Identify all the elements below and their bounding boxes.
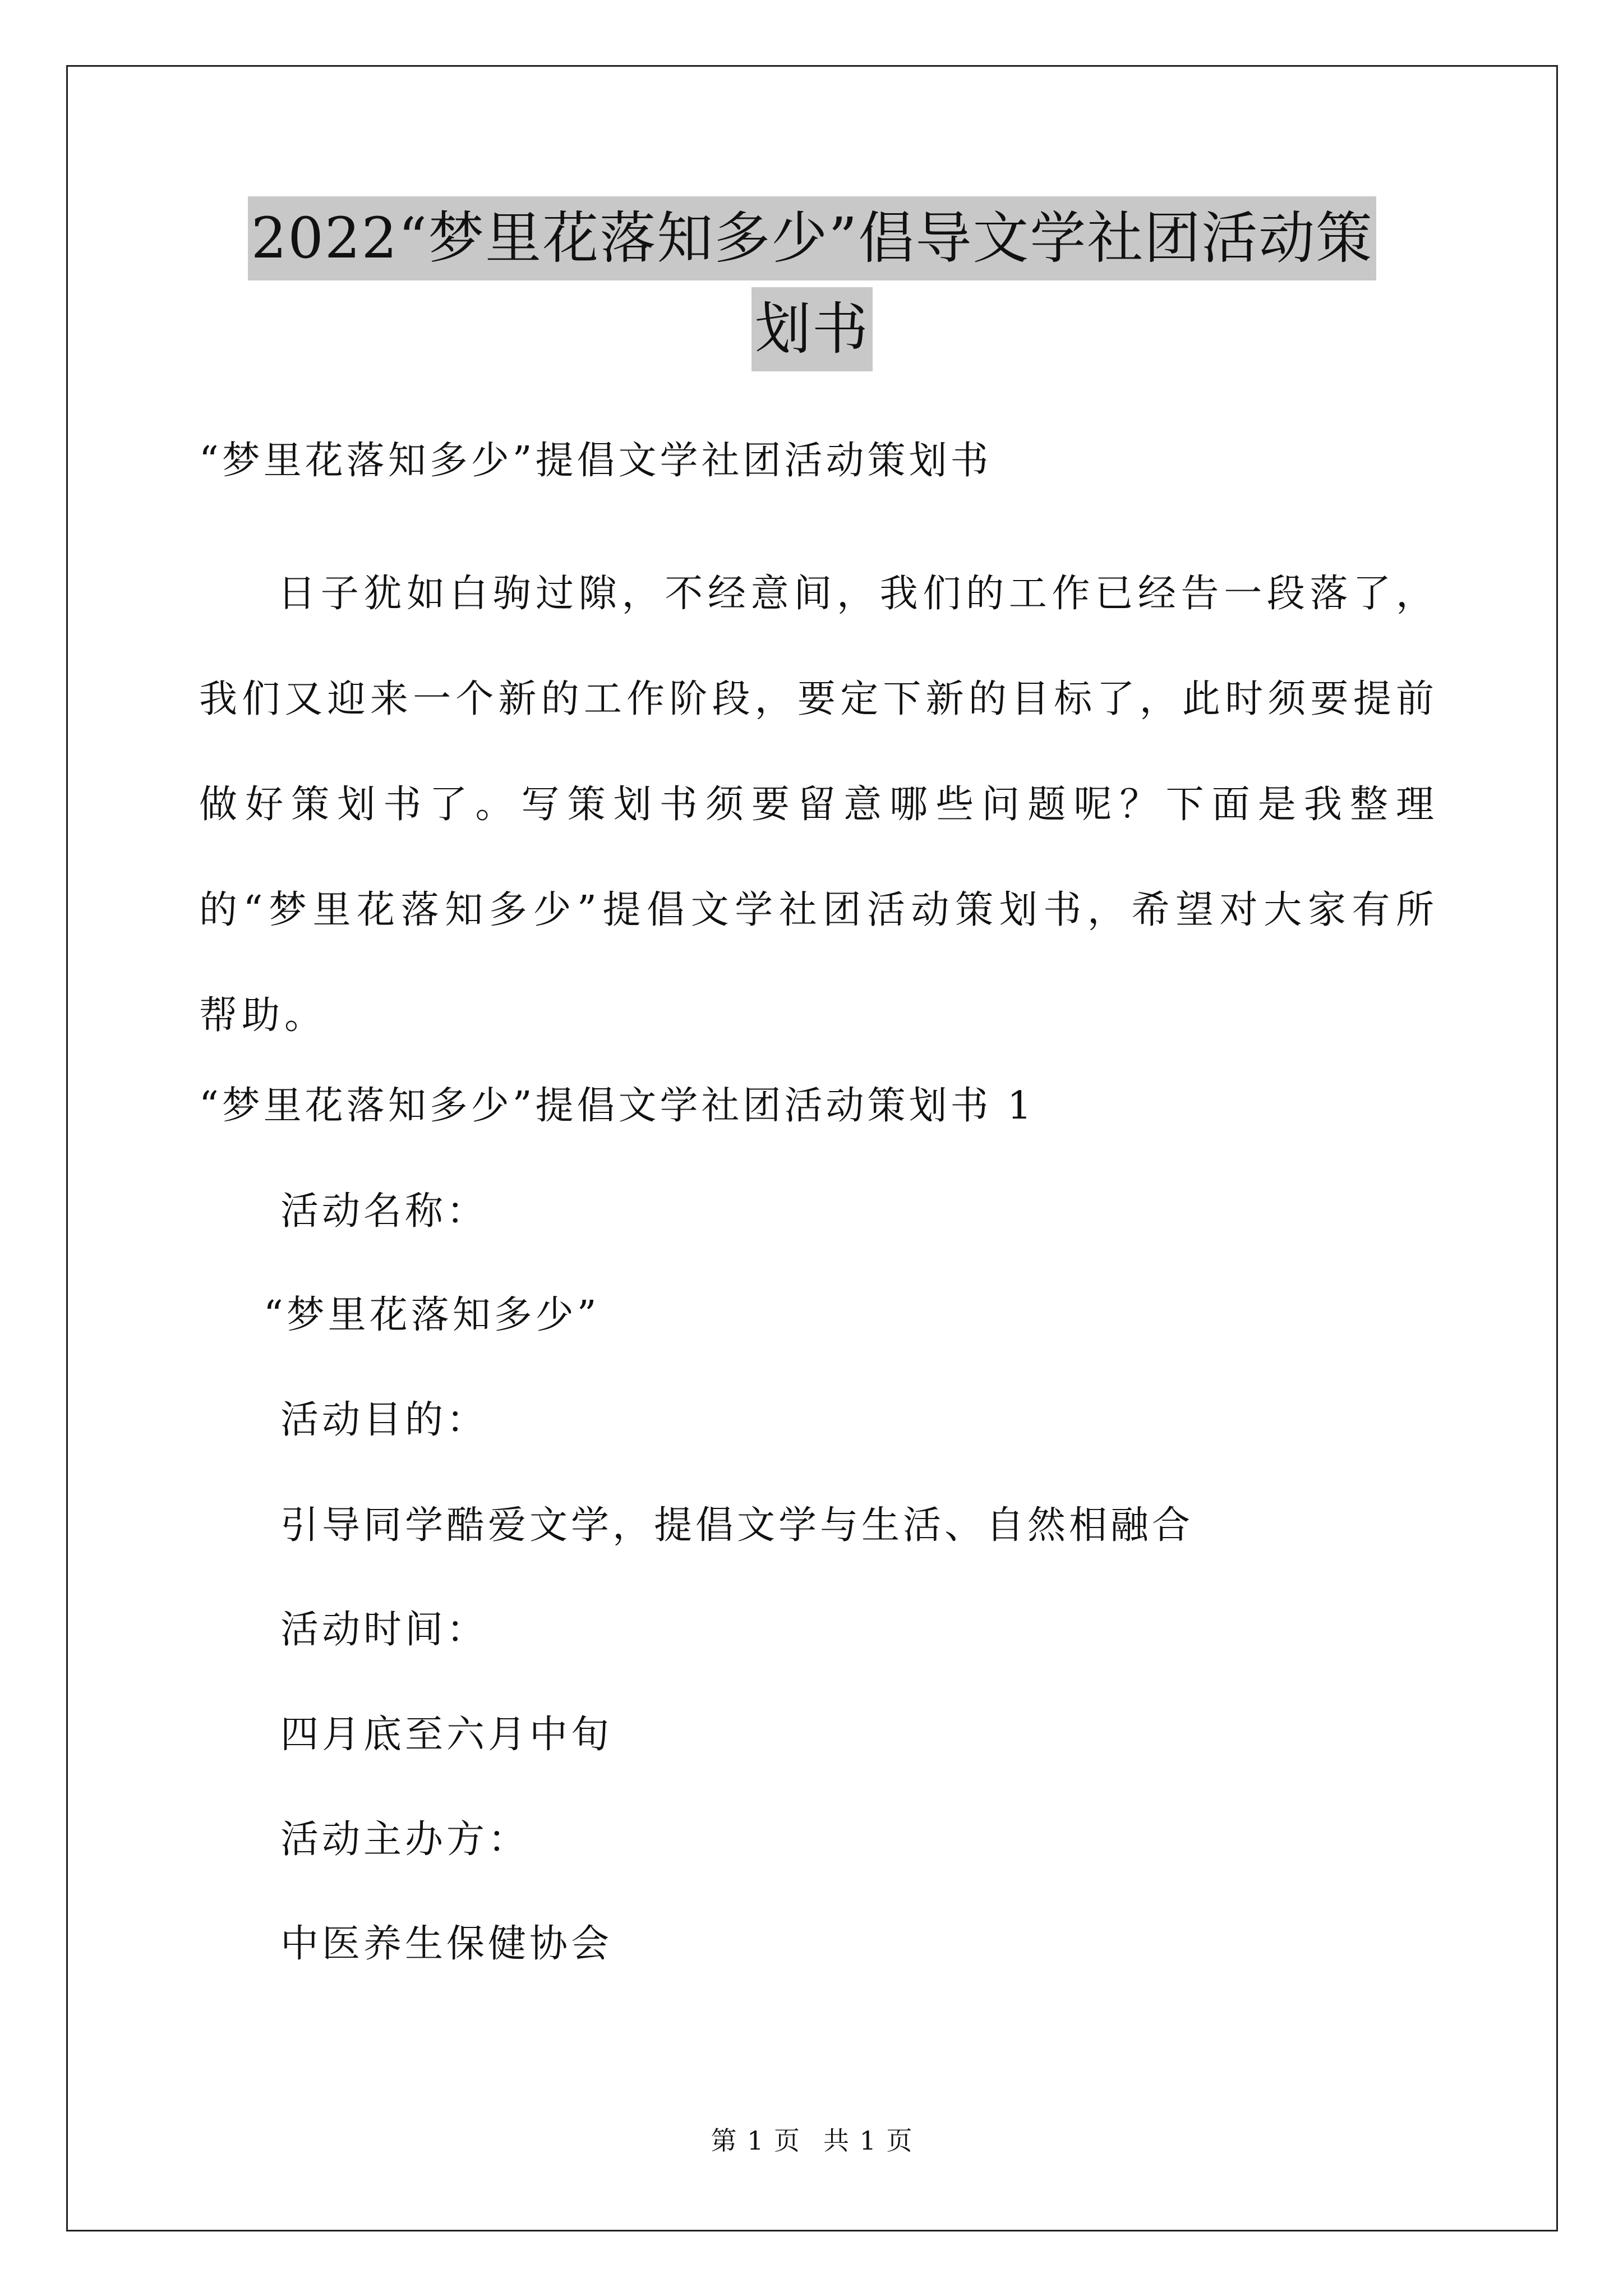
item-activity-purpose-value: 引导同学酷爱文学，提倡文学与生活、自然相融合: [280, 1503, 1194, 1548]
item-organizer-label: 活动主办方：: [280, 1818, 530, 1862]
item-activity-purpose-label: 活动目的：: [280, 1398, 488, 1442]
title-line-2: 划书: [751, 287, 873, 371]
page-border: [66, 65, 1558, 2231]
item-activity-name-label: 活动名称：: [280, 1189, 488, 1234]
section-title: “梦里花落知多少”提倡文学社团活动策划书 1: [199, 1084, 1035, 1128]
title-line-1: 2022“梦里花落知多少”倡导文学社团活动策: [248, 196, 1377, 280]
page-number-total: 共 1 页: [823, 2125, 914, 2156]
document-subtitle: “梦里花落知多少”提倡文学社团活动策划书: [199, 439, 992, 483]
item-activity-time-label: 活动时间：: [280, 1608, 488, 1652]
page-number-current: 第 1 页: [711, 2125, 801, 2156]
intro-paragraph: 日子犹如白驹过隙，不经意间，我们的工作已经告一段落了，我们又迎来一个新的工作阶段，要定下新的目标了，此时须要提前做好策划书了。写策划书须要留意哪些问题呢？下面是我整理的“梦里花落知多少”提倡文学社团活动策划书，希望对大家有所帮助。: [199, 572, 1438, 1038]
item-activity-name-value: “梦里花落知多少”: [264, 1293, 600, 1337]
item-organizer-value: 中医养生保健协会: [280, 1922, 613, 1966]
page-footer: [66, 2124, 1558, 2157]
document-title: [66, 196, 1558, 371]
item-activity-time-value: 四月底至六月中旬: [280, 1713, 613, 1757]
